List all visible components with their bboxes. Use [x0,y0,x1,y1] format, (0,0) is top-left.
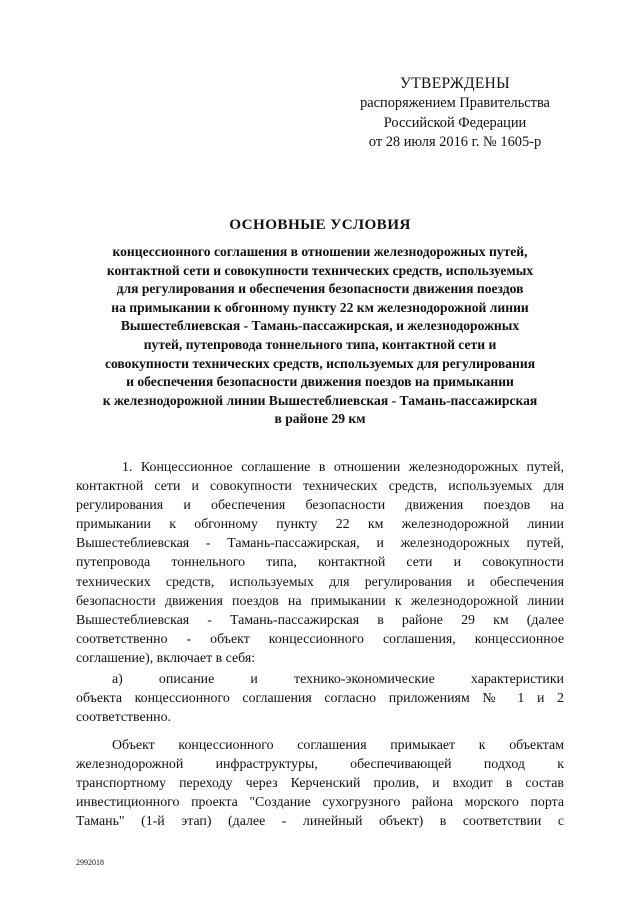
subtitle-line: в районе 29 км [274,411,366,427]
approval-date-number: от 28 июля 2016 г. № 1605-р [368,133,542,150]
subtitle-line: на примыкании к обгонному пункту 22 км железнодорожной линии [111,299,529,315]
paragraph-line: путепровода тоннельного типа, контактной сети и совокупности [76,555,564,571]
paragraph-line: контактной сети и совокупности технических средств, используемых для [76,479,564,495]
paragraph-line: Вышестеблиевская - Тамань-пассажирская в районе 29 км (далее [76,612,564,628]
paragraph-line: Вышестеблиевская - Тамань-пассажирская, и железнодорожных путей, [76,536,564,552]
subtitle-line: путей, путепровода тоннельного типа, контактной сети и [143,336,497,352]
paragraph-line: безопасности движения поездов на примыкании к железнодорожной линии [76,593,564,609]
paragraph-2 [76,670,564,727]
paragraph-line: транспортному переходу через Керченский пролив, и входит в состав [76,776,564,792]
document-title: ОСНОВНЫЕ УСЛОВИЯ [229,216,411,233]
subtitle-line: к железнодорожной линии Вышестеблиевская - Тамань-пассажирская [102,392,538,408]
footer-document-code: 2992018 [76,858,104,867]
paragraph-3 [76,736,564,831]
paragraph-line: соответственно. [76,710,171,726]
document-subtitle [72,243,568,429]
paragraph-line: технических средств, используемых для регулирования и обеспечения [76,574,564,590]
subtitle-line: концессионного соглашения в отношении железнодорожных путей, [112,244,528,259]
subtitle-line: и обеспечения безопасности движения поездов на примыкании [126,374,514,390]
subtitle-line: совокупности технических средств, используемых для регулирования [104,355,536,371]
paragraph-line: Объект концессионного соглашения примыкает к объектам [112,738,564,753]
approval-heading: УТВЕРЖДЕНЫ [400,75,510,92]
paragraph-line: Тамань" (1-й этап) (далее - линейный объект) в соответствии с [76,814,564,830]
approval-line: Российской Федерации [383,114,527,131]
paragraph-line: а) описание и технико-экономические характеристики [112,672,564,687]
paragraph-line: железнодорожной инфраструктуры, обеспечивающей подход к [76,757,564,773]
paragraph-line: объекта концессионного соглашения согласно приложениям № 1 и 2 [76,691,564,707]
subtitle-line: контактной сети и совокупности технических средств, используемых [106,262,534,278]
approval-block [330,74,580,152]
paragraph-line: регулирования и обеспечения безопасности движения поездов на [76,498,564,514]
subtitle-line: для регулирования и обеспечения безопасности движения поездов [116,281,524,297]
paragraph-line: примыкании к обгонному пункту 22 км железнодорожной линии [76,517,564,533]
approval-line: распоряжением Правительства [360,95,550,112]
paragraph-line: инвестиционного проекта "Создание сухогрузного района морского порта [76,795,564,811]
subtitle-line: Вышестеблиевская - Тамань-пассажирская, и железнодорожных [120,318,520,334]
paragraph-1 [76,458,564,668]
paragraph-line: соглашение), включает в себя: [76,650,256,666]
paragraph-line: соответственно - объект концессионного соглашения, концессионное [76,631,564,647]
paragraph-line: 1. Концессионное соглашение в отношении железнодорожных путей, [122,460,564,475]
